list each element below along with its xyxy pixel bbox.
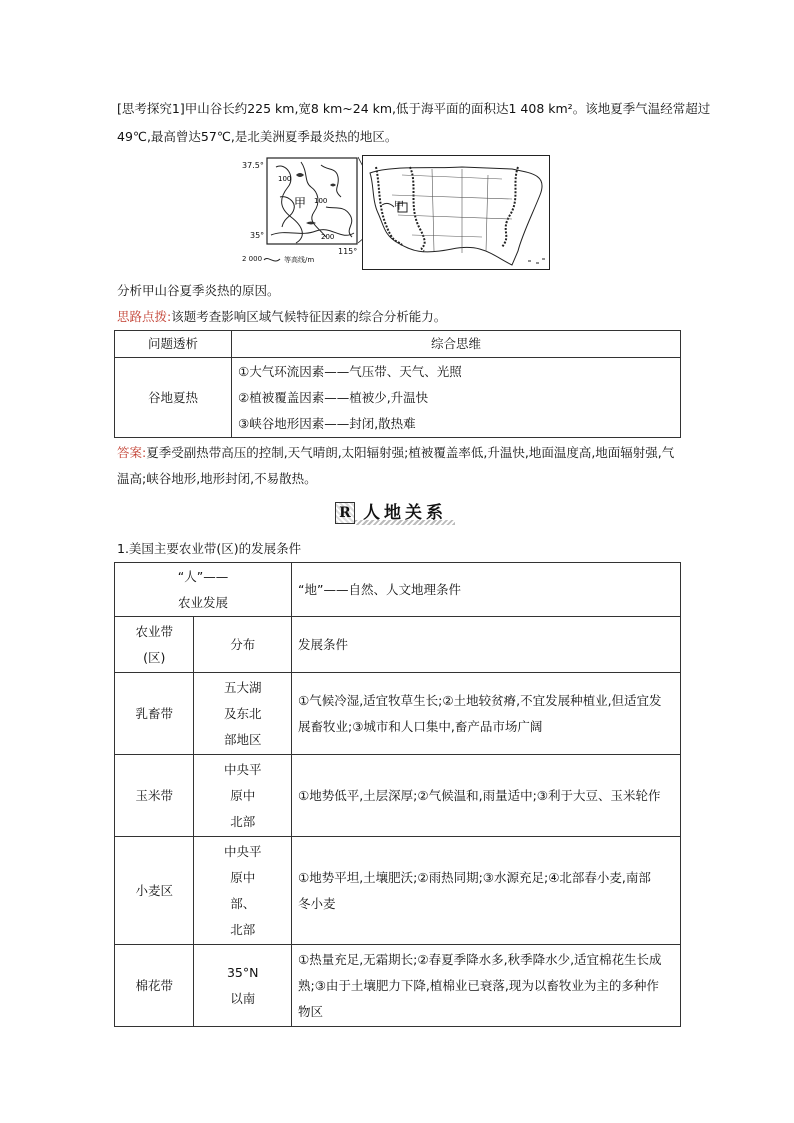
table-row xyxy=(115,837,681,945)
dist-line: 五大湖 xyxy=(223,679,262,695)
agriculture-table xyxy=(114,562,681,1027)
question-text: 分析甲山谷夏季炎热的原因。 xyxy=(117,283,280,298)
table-header-cell xyxy=(115,563,292,617)
table-row xyxy=(115,358,681,438)
table-row xyxy=(115,617,681,673)
cond-line: 冬小麦 xyxy=(298,895,336,911)
map-figure xyxy=(240,155,550,270)
table-cell: 谷地夏热 xyxy=(115,358,232,438)
cond-line: ①热量充足,无霜期长;②春夏季降水多,秋季降水少,适宜棉花生长成 xyxy=(298,951,662,967)
table-row xyxy=(115,331,681,358)
contour-label-2: 100 xyxy=(314,197,328,205)
dist-line: 及东北 xyxy=(223,705,262,721)
col-header-belt-2: (区) xyxy=(143,649,166,665)
table-cell xyxy=(292,837,681,945)
table-cell xyxy=(194,945,292,1027)
cond-line: ①地势平坦,土壤肥沃;②雨热同期;③水源充足;④北部春小麦,南部 xyxy=(298,869,651,885)
table-row xyxy=(115,755,681,837)
hint-text: 该题考查影响区域气候特征因素的综合分析能力。 xyxy=(171,309,447,324)
legend-value: 2 000 xyxy=(242,255,263,263)
cond-line: ①地势低平,土层深厚;②气候温和,雨量适中;③利于大豆、玉米轮作 xyxy=(298,787,661,803)
analysis-item: ③峡谷地形因素——封闭,散热难 xyxy=(238,415,416,431)
table-cell xyxy=(232,358,681,438)
table-cell xyxy=(292,673,681,755)
cond-line: ①气候冷湿,适宜牧草生长;②土地较贫瘠,不宜发展种植业,但适宜发 xyxy=(298,692,662,708)
inset-contour-map xyxy=(266,157,358,245)
answer-text-1: 夏季受副热带高压的控制,天气晴朗,太阳辐射强;植被覆盖率低,升温快,地面温度高,地面辐射强,气 xyxy=(146,445,675,460)
section-heading xyxy=(335,500,460,526)
contour-label-1: 100 xyxy=(278,175,292,183)
lat-label-top: 37.5° xyxy=(242,161,264,170)
dist-line: 中央平 xyxy=(223,843,262,859)
dist-line: 原中 xyxy=(230,787,256,803)
dist-line: 北部 xyxy=(230,921,256,937)
analysis-table xyxy=(114,330,681,438)
dist-line: 部、 xyxy=(230,895,256,911)
place-label-jia: 甲 xyxy=(294,196,307,210)
answer-line1 xyxy=(117,444,674,462)
analysis-item: ①大气环流因素——气压带、天气、光照 xyxy=(238,363,462,379)
answer-label: 答案: xyxy=(117,445,147,460)
question-intro-line1: [思考探究1]甲山谷长约225 km,宽8 km~24 km,低于海平面的面积达1 408 km²。该地夏季气温经常超过 xyxy=(117,101,711,116)
lon-label: 115° xyxy=(338,247,358,256)
lat-label-bottom: 35° xyxy=(250,231,265,240)
table-cell xyxy=(292,945,681,1027)
place-label-jia-usa: 甲 xyxy=(394,201,404,212)
section-title: 人地关系 xyxy=(363,503,447,523)
table-cell: 棉花带 xyxy=(115,945,194,1027)
usa-map xyxy=(362,155,550,270)
table-header-cell: 发展条件 xyxy=(292,617,681,673)
cond-line: 物区 xyxy=(298,1003,324,1019)
table-cell xyxy=(194,673,292,755)
analysis-item: ②植被覆盖因素——植被少,升温快 xyxy=(238,389,429,405)
dist-line: 北部 xyxy=(230,813,256,829)
dist-line: 部地区 xyxy=(223,731,262,747)
table-cell: 玉米带 xyxy=(115,755,194,837)
table-cell xyxy=(194,837,292,945)
legend-label: 等高线/m xyxy=(284,256,315,264)
dist-line: 35°N xyxy=(226,964,259,980)
table-header-cell xyxy=(115,617,194,673)
table-header-cell: 综合思维 xyxy=(232,331,681,358)
table-row xyxy=(115,563,681,617)
table-cell: 小麦区 xyxy=(115,837,194,945)
question-intro-line2: 49℃,最高曾达57℃,是北美洲夏季最炎热的地区。 xyxy=(117,129,398,144)
cond-line: 展畜牧业;③城市和人口集中,畜产品市场广阔 xyxy=(298,718,543,734)
section-badge: R xyxy=(335,502,355,524)
table-header-cell: “地”——自然、人文地理条件 xyxy=(292,563,681,617)
table-cell xyxy=(292,755,681,837)
dist-line: 原中 xyxy=(230,869,256,885)
table-row xyxy=(115,945,681,1027)
contour-legend-icon xyxy=(262,255,282,265)
table-cell: 乳畜带 xyxy=(115,673,194,755)
cond-line: 熟;③由于土壤肥力下降,植棉业已衰落,现为以畜牧业为主的多种作 xyxy=(298,977,659,993)
hint-line xyxy=(117,308,446,326)
dist-line: 中央平 xyxy=(223,761,262,777)
header-agri-dev: 农业发展 xyxy=(177,594,228,610)
table-row xyxy=(115,673,681,755)
col-header-belt: 农业带 xyxy=(135,623,173,639)
contour-label-3: 200 xyxy=(321,233,335,241)
subheading: 1.美国主要农业带(区)的发展条件 xyxy=(117,541,302,556)
table-header-cell: 分布 xyxy=(194,617,292,673)
table-cell xyxy=(194,755,292,837)
answer-line2: 温高;峡谷地形,地形封闭,不易散热。 xyxy=(117,471,317,486)
hint-label: 思路点拨: xyxy=(117,309,172,324)
table-header-cell: 问题透析 xyxy=(115,331,232,358)
header-ren: “人”—— xyxy=(177,568,229,584)
dist-line: 以南 xyxy=(230,990,256,1006)
